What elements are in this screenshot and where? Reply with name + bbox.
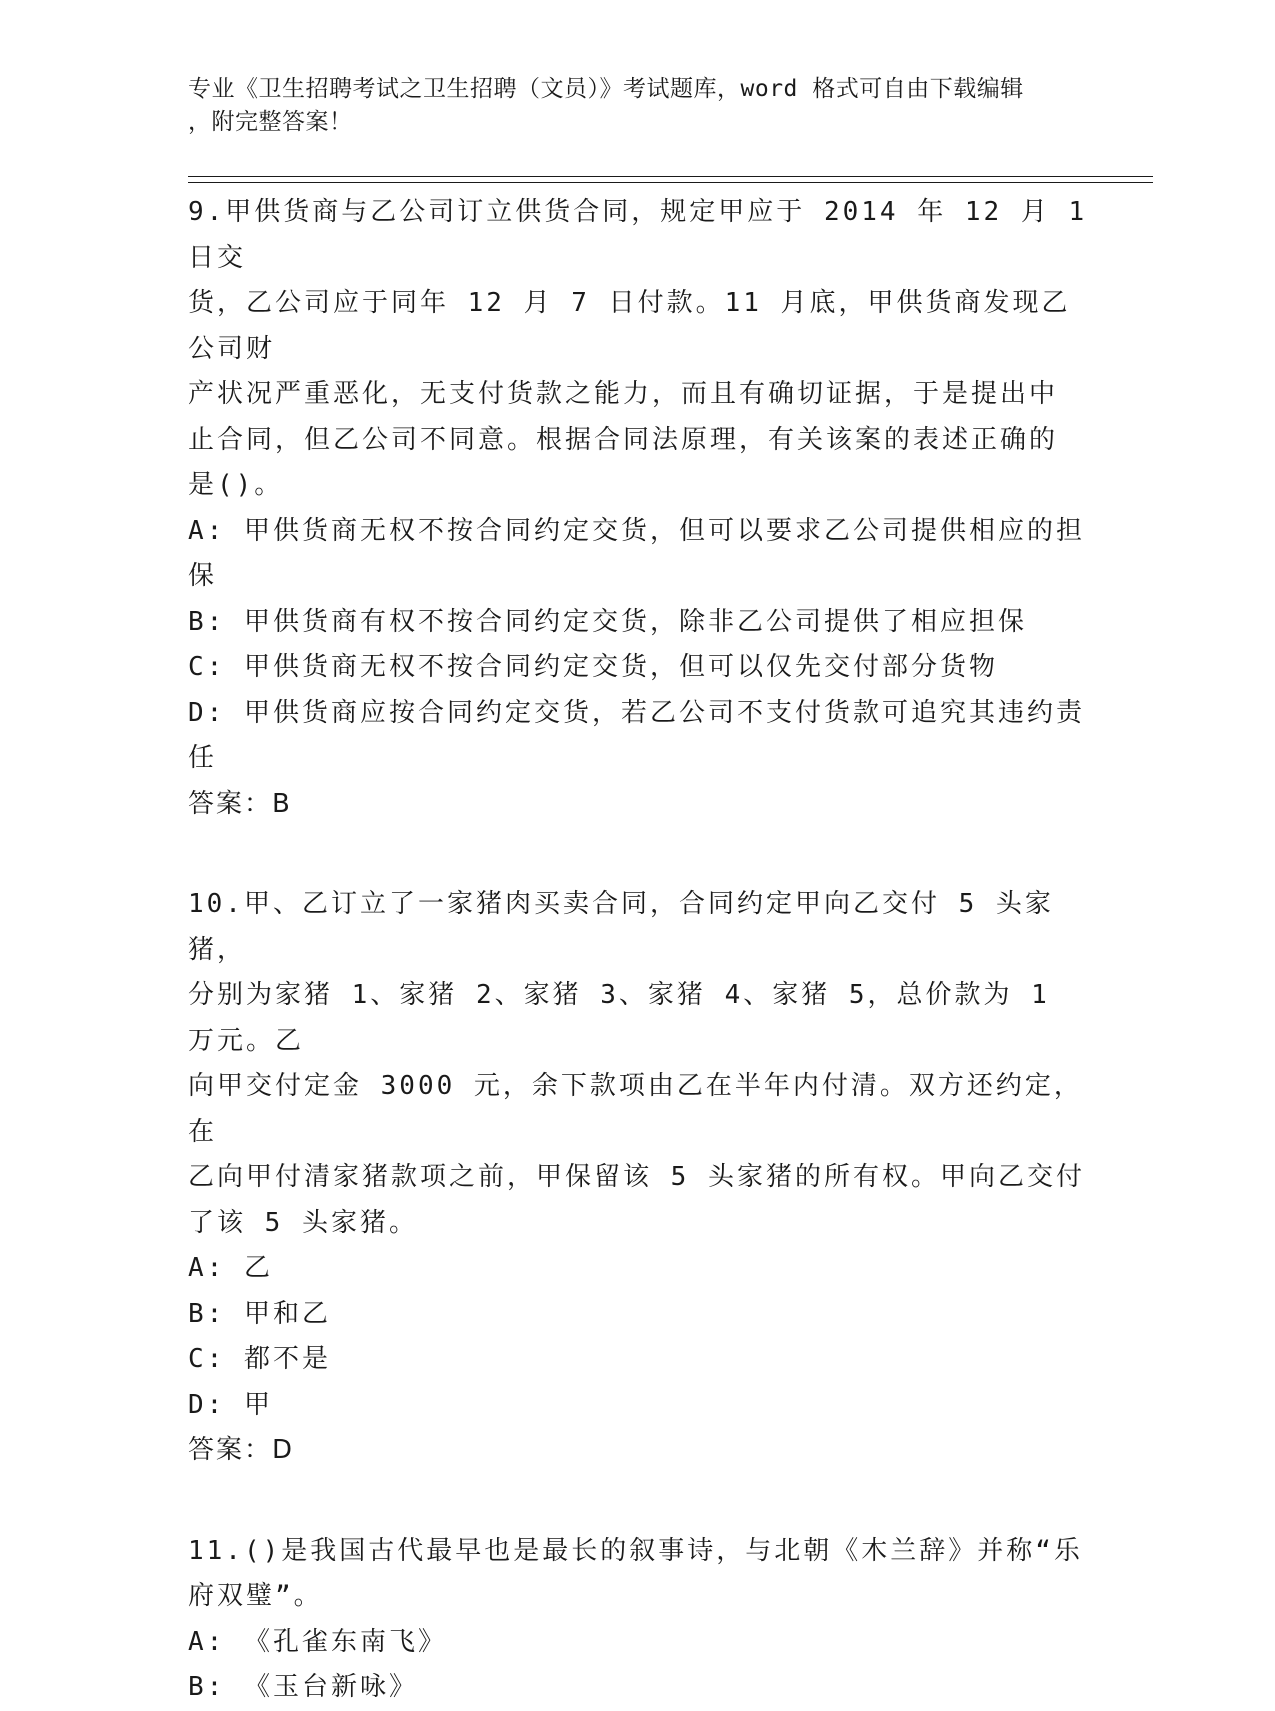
stem-line: 9.甲供货商与乙公司订立供货合同，规定甲应于 2014 年 12 月 1 日交 <box>188 197 1088 273</box>
header-rule-bottom <box>188 182 1153 183</box>
stem-line: 分别为家猪 1、家猪 2、家猪 3、家猪 4、家猪 5，总价款为 1 万元。乙 <box>188 980 1050 1056</box>
header-line-2: ，附完整答案！ <box>188 109 353 135</box>
question-stem <box>188 1529 1088 1620</box>
stem-line: 11.()是我国古代最早也是最长的叙事诗，与北朝《木兰辞》并称“乐 <box>188 1535 1083 1566</box>
option-line: D: 甲供货商应按合同约定交货，若乙公司不支付货款可追究其违约责 <box>188 697 1085 728</box>
stem-line: 府双璧”。 <box>188 1581 323 1611</box>
option-line: 任 <box>188 743 218 773</box>
option-c <box>188 1337 1088 1383</box>
stem-line: 10.甲、乙订立了一家猪肉买卖合同，合同约定甲向乙交付 5 头家猪， <box>188 889 1054 965</box>
header-line-1: 专业《卫生招聘考试之卫生招聘（文员）》考试题库，word 格式可自由下载编辑 <box>188 76 1024 102</box>
question-9 <box>188 190 1088 827</box>
option-line: B: 《玉台新咏》 <box>188 1672 418 1702</box>
option-b <box>188 1292 1088 1338</box>
question-stem <box>188 882 1088 1246</box>
stem-line: 货，乙公司应于同年 12 月 7 日付款。11 月底，甲供货商发现乙公司财 <box>188 288 1071 364</box>
stem-line: 产状况严重恶化，无支付货款之能力，而且有确切证据，于是提出中 <box>188 379 1059 409</box>
option-b <box>188 1665 1088 1711</box>
question-spacer <box>188 1474 1088 1529</box>
option-line: C: 都不是 <box>188 1344 331 1374</box>
document-header <box>188 73 1088 139</box>
option-a <box>188 1246 1088 1292</box>
option-a <box>188 1620 1088 1666</box>
answer-line: 答案：B <box>188 788 292 819</box>
stem-line: 是()。 <box>188 470 284 500</box>
question-11 <box>188 1529 1088 1711</box>
question-spacer <box>188 827 1088 882</box>
option-line: A: 《孔雀东南飞》 <box>188 1626 447 1657</box>
question-stem <box>188 190 1088 509</box>
option-line: B: 甲供货商有权不按合同约定交货，除非乙公司提供了相应担保 <box>188 606 1027 637</box>
stem-line: 止合同，但乙公司不同意。根据合同法原理，有关该案的表述正确的 <box>188 424 1059 455</box>
option-line: B: 甲和乙 <box>188 1298 331 1329</box>
option-line: A: 乙 <box>188 1253 273 1283</box>
header-rule-top <box>188 176 1153 177</box>
option-line: A: 甲供货商无权不按合同约定交货，但可以要求乙公司提供相应的担 <box>188 515 1085 546</box>
option-a <box>188 509 1088 600</box>
stem-line: 了该 5 头家猪。 <box>188 1207 418 1238</box>
option-line: C: 甲供货商无权不按合同约定交货，但可以仅先交付部分货物 <box>188 652 998 682</box>
option-line: D: 甲 <box>188 1389 273 1420</box>
stem-line: 向甲交付定金 3000 元，余下款项由乙在半年内付清。双方还约定，在 <box>188 1071 1083 1147</box>
option-b <box>188 600 1088 646</box>
option-c <box>188 645 1088 691</box>
option-d <box>188 691 1088 782</box>
stem-line: 乙向甲付清家猪款项之前，甲保留该 5 头家猪的所有权。甲向乙交付 <box>188 1162 1085 1192</box>
question-list <box>188 190 1088 1711</box>
answer-line: 答案：D <box>188 1435 295 1465</box>
option-d <box>188 1383 1088 1429</box>
option-line: 保 <box>188 561 218 591</box>
question-10 <box>188 882 1088 1474</box>
